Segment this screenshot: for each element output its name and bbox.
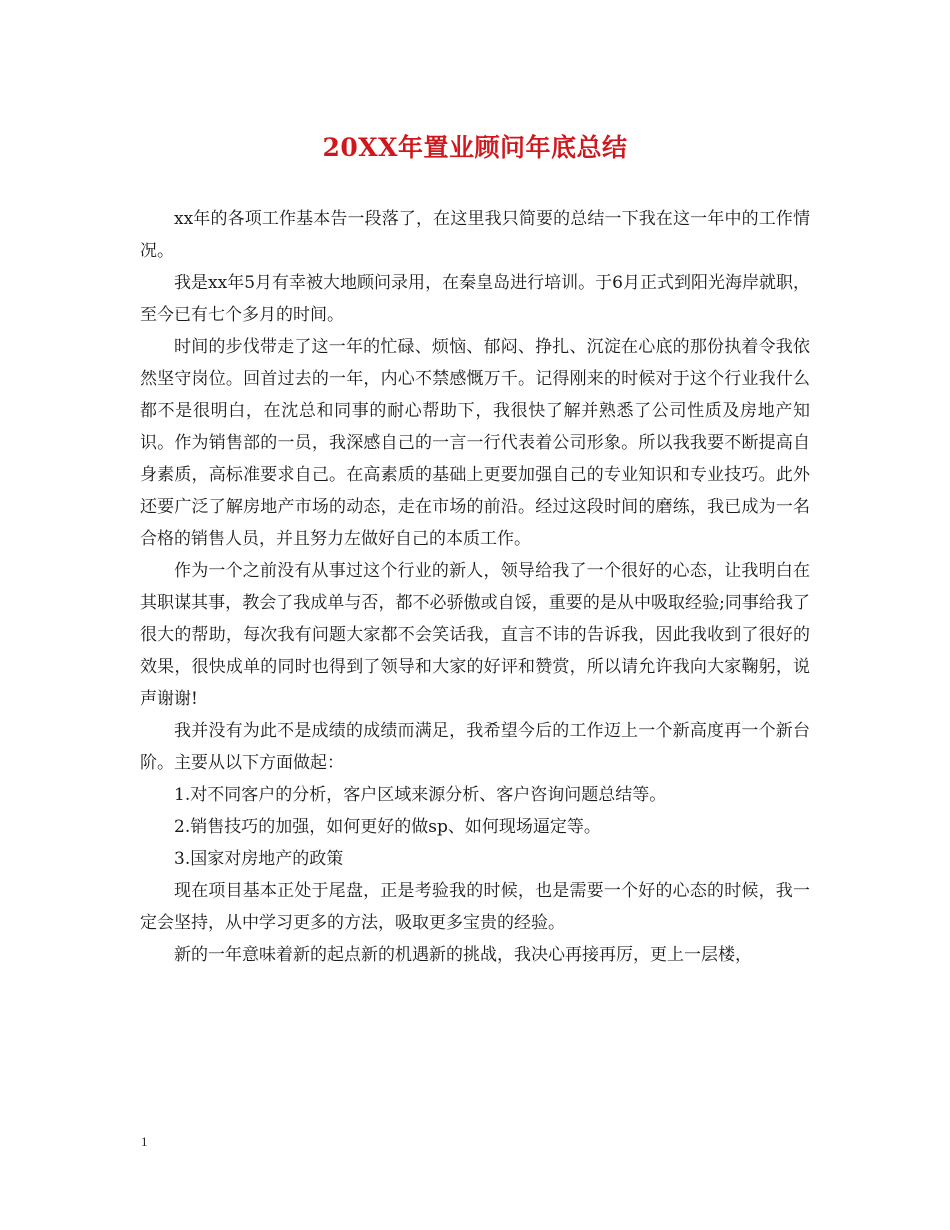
paragraph-4: 作为一个之前没有从事过这个行业的新人，领导给我了一个很好的心态，让我明白在其职谋其事，教会了我成单与否，都不必骄傲或自馁，重要的是从中吸取经验;同事给我了很大的帮助，每次我有问题大家都不会笑话我，直言不讳的告诉我，因此我收到了很好的效果，很快成单的同时也得到了领导和大家的好评和赞赏，所以请允许我向大家鞠躬，说声谢谢! [140, 561, 810, 709]
list-item-3: 3.国家对房地产的政策 [174, 849, 344, 869]
paragraph-5: 我并没有为此不是成绩的成绩而满足，我希望今后的工作迈上一个新高度再一个新台阶。主要从以下方面做起： [140, 721, 810, 773]
page-number: 1 [141, 1134, 148, 1149]
paragraph-6: 现在项目基本正处于尾盘，正是考验我的时候，也是需要一个好的心态的时候，我一定会坚持，从中学习更多的方法，吸取更多宝贵的经验。 [140, 881, 810, 933]
paragraph-3: 时间的步伐带走了这一年的忙碌、烦恼、郁闷、挣扎、沉淀在心底的那份执着令我依然坚守岗位。回首过去的一年，内心不禁感慨万千。记得刚来的时候对于这个行业我什么都不是很明白，在沈总和同事的耐心帮助下，我很快了解并熟悉了公司性质及房地产知识。作为销售部的一员，我深感自己的一言一行代表着公司形象。所以我我要不断提高自身素质，高标准要求自己。在高素质的基础上更要加强自己的专业知识和专业技巧。此外还要广泛了解房地产市场的动态，走在市场的前沿。经过这段时间的磨练，我已成为一名合格的销售人员，并且努力左做好自己的本质工作。 [140, 337, 810, 549]
list-item-1: 1.对不同客户的分析，客户区域来源分析、客户咨询问题总结等。 [174, 785, 667, 805]
paragraph-7: 新的一年意味着新的起点新的机遇新的挑战，我决心再接再厉，更上一层楼， [174, 945, 752, 965]
paragraph-1: xx年的各项工作基本告一段落了，在这里我只简要的总结一下我在这一年中的工作情况。 [140, 209, 810, 261]
paragraph-2: 我是xx年5月有幸被大地顾问录用，在秦皇岛进行培训。于6月正式到阳光海岸就职，至今已有七个多月的时间。 [140, 273, 810, 325]
list-item-2: 2.销售技巧的加强，如何更好的做sp、如何现场逼定等。 [174, 817, 601, 837]
document-body [140, 203, 810, 971]
document-title: 20XX年置业顾问年底总结 [322, 133, 628, 162]
